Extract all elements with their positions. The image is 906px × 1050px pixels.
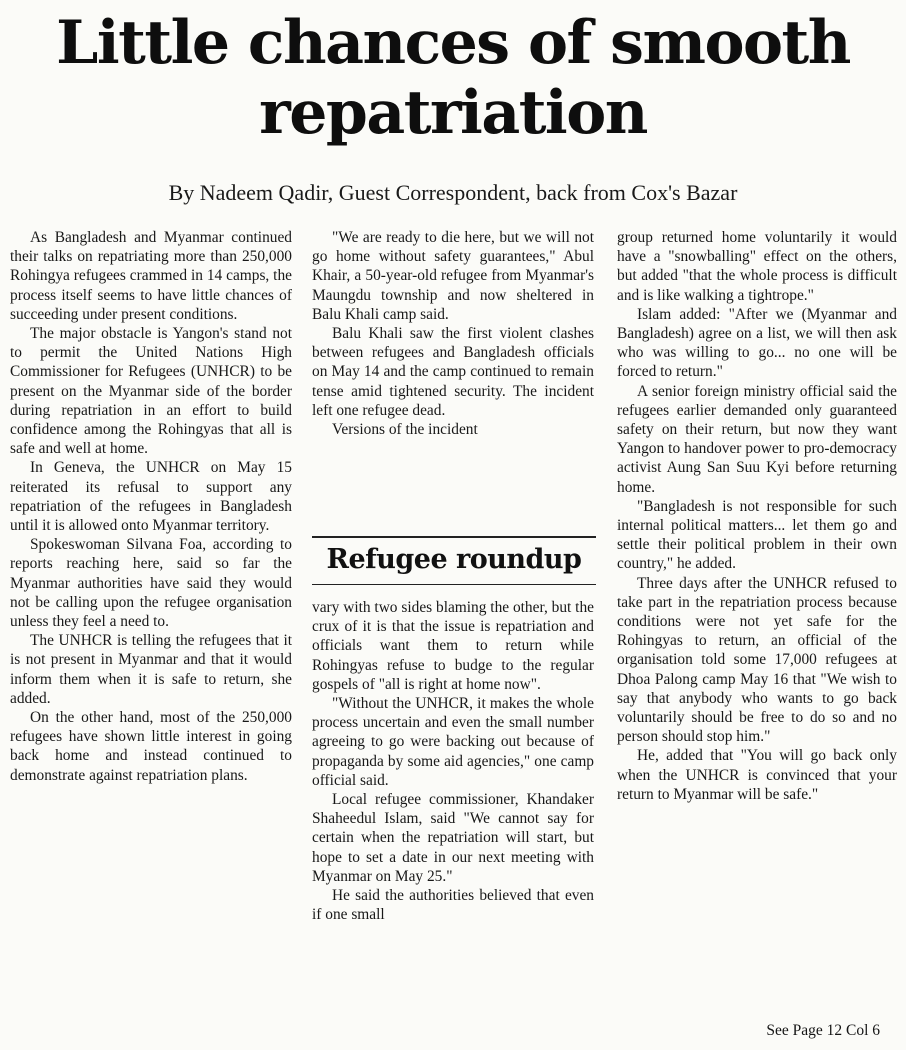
paragraph: A senior foreign ministry official said the refugees earlier demanded only guaranteed safety on their return, but now they want Yangon to handover power to pro-democracy activist Aung San Suu Kyi before returning home. [617, 382, 897, 496]
paragraph: As Bangladesh and Myanmar continued their talks on repatriating more than 250,000 Rohingya refugees crammed in 14 camps, the process itself seems to have little chances of succeeding under present conditions. [10, 229, 292, 323]
subhead: Refugee roundup [312, 536, 596, 585]
paragraph: He said the authorities believed that even if one small [312, 887, 594, 924]
paragraph: "We are ready to die here, but we will not go home without safety guarantees," Abul Khair, a 50-year-old refugee from Myanmar's Maungdu township and now sheltered in Balu Khali camp said. [312, 229, 594, 323]
paragraph: The major obstacle is Yangon's stand not to permit the United Nations High Commissioner for Refugees (UNHCR) to be present on the Myanmar side of the border during repatriation in an effort to build confidence among the Rohingyas that all is safe and well at home. [10, 325, 292, 458]
paragraph: In Geneva, the UNHCR on May 15 reiterated its refusal to support any repatriation of the refugees in Bangladesh until it is allowed onto Myanmar territory. [10, 459, 292, 535]
column-3 [617, 228, 897, 804]
paragraph: vary with two sides blaming the other, but the crux of it is that the issue is repatriation and officials want them to return while Rohingyas refuse to budge to the regular gospels of "all is right at home now". [312, 599, 594, 693]
continuation-note: See Page 12 Col 6 [766, 1022, 880, 1039]
paragraph: Versions of the incident [332, 421, 478, 439]
headline: Little chances of smooth repatriation [56, 8, 850, 148]
paragraph: He, added that "You will go back only when the UNHCR is convinced that your return to Myanmar will be safe." [617, 747, 897, 803]
paragraph: On the other hand, most of the 250,000 refugees have shown little interest in going back home and instead continued to demonstrate against repatriation plans. [10, 709, 292, 784]
paragraph: Local refugee commissioner, Khandaker Shaheedul Islam, said "We cannot say for certain when the repatriation will start, but hope to set a date in our next meeting with Myanmar on May 25." [312, 791, 594, 885]
column-2-top [312, 228, 594, 439]
paragraph: Three days after the UNHCR refused to take part in the repatriation process because conditions were not yet safe for the Rohingyas to return, an official of the organisation told some 17,000 refugees at Dhoa Palong camp May 16 that "We wish to say that anybody who wants to go back voluntarily should be free to do so and no person should stop him." [617, 574, 897, 746]
paragraph: group returned home voluntarily it would have a "snowballing" effect on the others, but added "that the whole process is difficult and is like walking a tightrope." [617, 229, 897, 304]
paragraph: "Without the UNHCR, it makes the whole process uncertain and even the small number agreeing to go were backing out because of propaganda by some aid agencies," one camp official said. [312, 695, 594, 789]
paragraph: Spokeswoman Silvana Foa, according to reports reaching here, said so far the Myanmar authorities have said they would not be calling upon the refugee organisation unless they feel a need to. [10, 536, 292, 631]
paragraph: The UNHCR is telling the refugees that it is not present in Myanmar and that it would inform them when it is safe to return, she added. [10, 632, 292, 707]
paragraph: "Bangladesh is not responsible for such internal political matters... let them go and settle their political problem in their own country," he added. [617, 497, 897, 573]
paragraph: Islam added: "After we (Myanmar and Bangladesh) agree on a list, we will then ask who was willing to go... no one will be forced to return." [617, 305, 897, 381]
column-2-bottom [312, 598, 594, 924]
column-1 [10, 228, 292, 785]
byline: By Nadeem Qadir, Guest Correspondent, back from Cox's Bazar [168, 180, 738, 205]
paragraph: Balu Khali saw the first violent clashes between refugees and Bangladesh officials on May 14 and the camp continued to remain tense amid tightened security. The incident left one refugee dead. [312, 325, 594, 419]
